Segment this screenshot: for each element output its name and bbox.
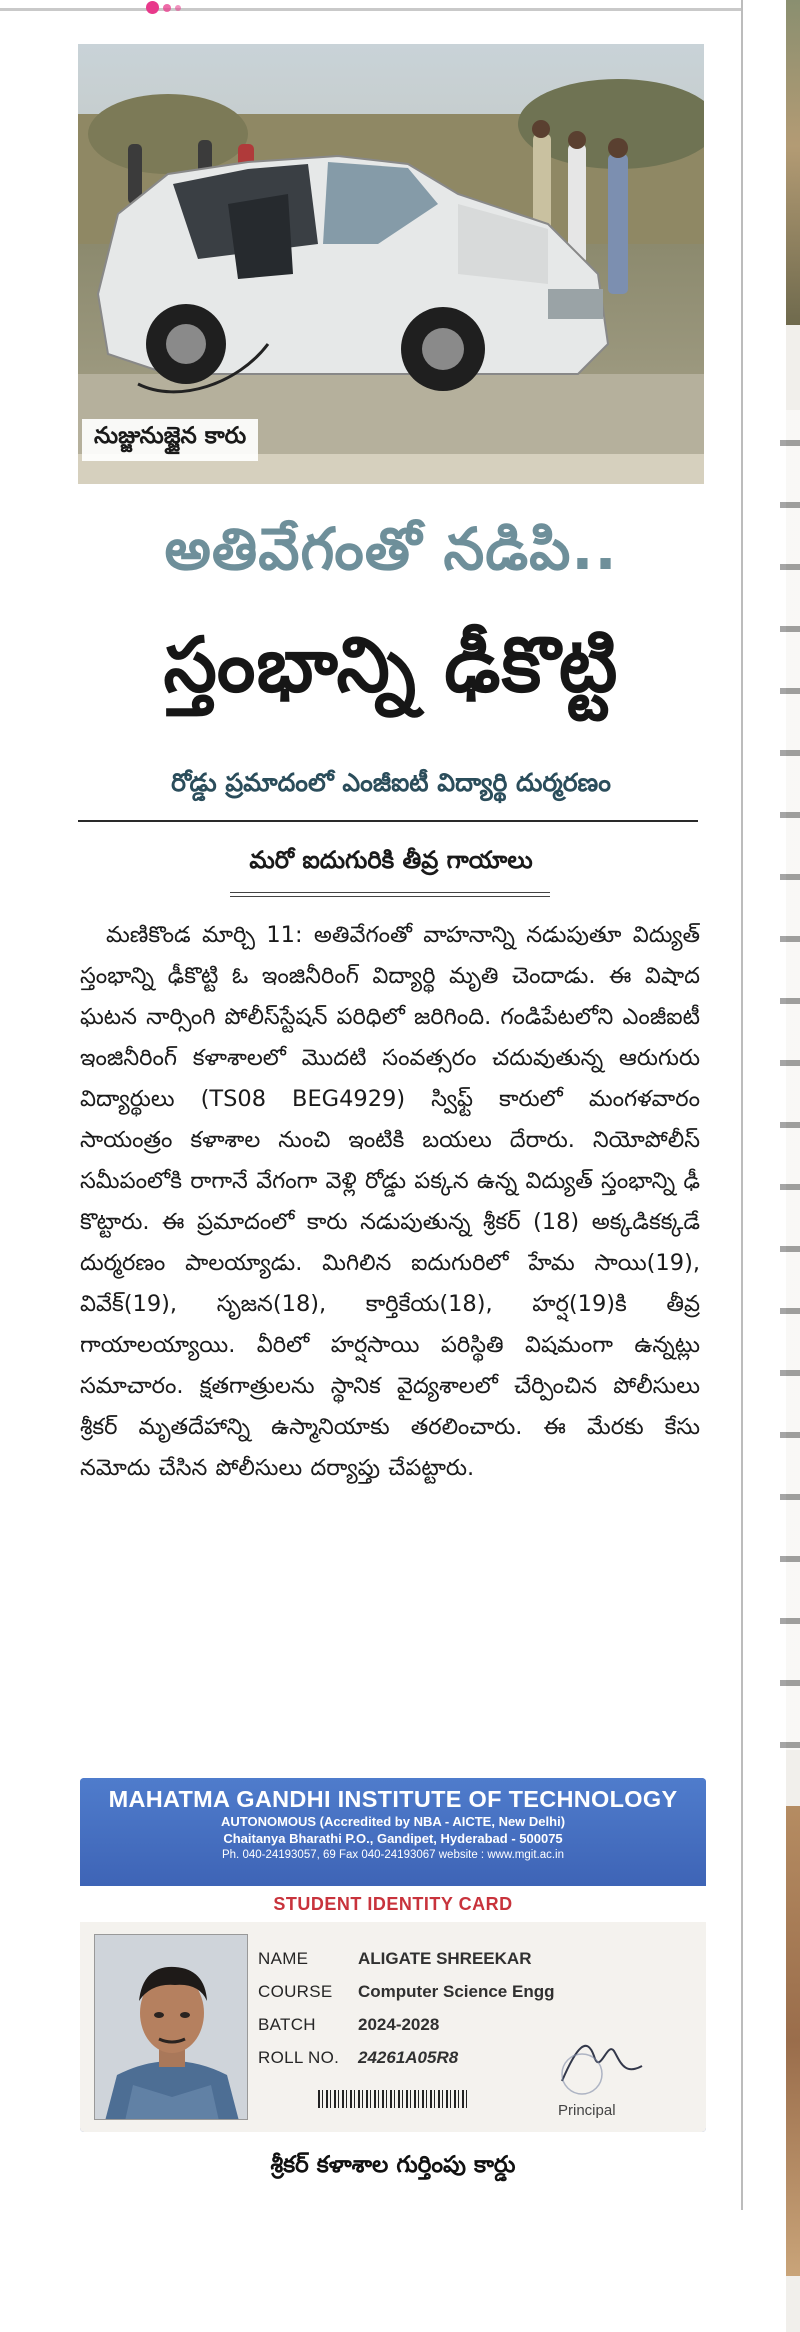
accreditation-line: AUTONOMOUS (Accredited by NBA - AICTE, New Delhi) <box>220 1814 566 1829</box>
field-value: 2024-2028 <box>358 2014 440 2034</box>
field-batch <box>258 2008 554 2041</box>
wrecked-car-illustration <box>78 44 704 484</box>
id-card-header <box>80 1778 706 1886</box>
id-card-body <box>80 1886 706 2132</box>
article-text: మణికొండ మార్చి 11: అతివేగంతో వాహనాన్ని నడుపుతూ విద్యుత్ స్తంభాన్ని ఢీకొట్టి ఓ ఇంజినీరింగ్ విద్యార్థి మృతి చెందాడు. ఈ విషాద ఘటన నార్సింగి పోలీస్‌స్టేషన్ పరిధిలో జరిగింది. గండిపేటలోని ఎంజీఐటీ ఇంజినీరింగ్ కళాశాలలో మొదటి సంవత్సరం చదువుతున్న ఆరుగురు విద్యార్థులు (TS08 BEG4929) స్విఫ్ట్ కారులో మంగళవారం సాయంత్రం కళాశాల నుంచి ఇంటికి బయలు దేరారు. నియోపోలీస్ సమీపంలోకి రాగానే వేగంగా వెళ్లి రోడ్డు పక్కన ఉన్న విద్యుత్ స్తంభాన్ని ఢీ కొట్టారు. ఈ ప్రమాదంలో కారు నడుపుతున్న శ్రీకర్ (18) అక్కడికక్కడే దుర్మరణం పాలయ్యాడు. మిగిలిన ఐదుగురిలో హేమ సాయి(19), వివేక్(19), సృజన(18), కార్తికేయ(18), హర్ష(19)కి తీవ్ర గాయాలయ్యాయి. వీరిలో హర్షసాయి పరిస్థితి విషమంగా ఉన్నట్లు సమాచారం. క్షతగాత్రులను స్థానిక వైద్యశాలలో చేర్పించిన పోలీసులు శ్రీకర్ మృతదేహాన్ని ఉస్మానియాకు తరలించారు. ఈ మేరకు కేసు నమోదు చేసిన పోలీసులు దర్యాప్తు చేపట్టారు. <box>80 922 700 1481</box>
field-course <box>258 1975 554 2008</box>
headline-line-2: స్తంభాన్ని ఢీకొట్టి <box>163 620 619 709</box>
barcode <box>318 2090 468 2108</box>
principal-signature <box>552 2026 652 2096</box>
signature-label: Principal <box>558 2102 616 2119</box>
field-label: ROLL NO. <box>258 2047 340 2067</box>
article-paragraph <box>80 915 700 1489</box>
contact-line: Ph. 040-24193057, 69 Fax 040-24193067 website : www.mgit.ac.in <box>221 1849 565 1861</box>
kicker-rule <box>230 896 550 897</box>
kicker: మరో ఐదుగురికి తీవ్ర గాయాలు <box>249 846 533 874</box>
subheading-rule <box>78 820 698 822</box>
field-name <box>258 1942 554 1975</box>
subheading: రోడ్డు ప్రమాదంలో ఎంజీఐటీ విద్యార్థి దుర్మరణం <box>171 768 611 797</box>
institute-name: MAHATMA GANDHI INSTITUTE OF TECHNOLOGY <box>108 1786 678 1812</box>
headline-line-1: అతివేగంతో నడిపి.. <box>164 515 618 583</box>
field-roll-no <box>258 2041 554 2074</box>
student-id-card-photo <box>80 1778 706 2132</box>
student-portrait <box>94 1934 248 2120</box>
id-card-fields <box>258 1942 554 2074</box>
id-card-caption: శ్రీకర్ కళాశాల గుర్తింపు కార్డు <box>270 2152 516 2178</box>
column-divider <box>741 0 743 2210</box>
field-label: COURSE <box>258 1981 333 2001</box>
address-line: Chaitanya Bharathi P.O., Gandipet, Hyderabad - 500075 <box>223 1831 563 1846</box>
crash-photo <box>78 44 704 484</box>
kicker-rule <box>230 892 550 893</box>
field-value: 24261A05R8 <box>358 2047 459 2067</box>
field-label: NAME <box>258 1948 309 1968</box>
field-label: BATCH <box>258 2014 316 2034</box>
adjacent-article-text <box>780 410 800 1750</box>
field-value: Computer Science Engg <box>358 1981 555 2001</box>
card-title: STUDENT IDENTITY CARD <box>80 1886 706 1922</box>
photo-caption: నుజ్జునుజ్జైన కారు <box>82 419 258 461</box>
article-body <box>80 915 700 1489</box>
top-rule <box>0 8 742 11</box>
masthead-ornament <box>146 1 181 14</box>
adjacent-photo <box>786 1806 800 2276</box>
field-value: ALIGATE SHREEKAR <box>358 1948 532 1968</box>
adjacent-photo <box>786 0 800 325</box>
